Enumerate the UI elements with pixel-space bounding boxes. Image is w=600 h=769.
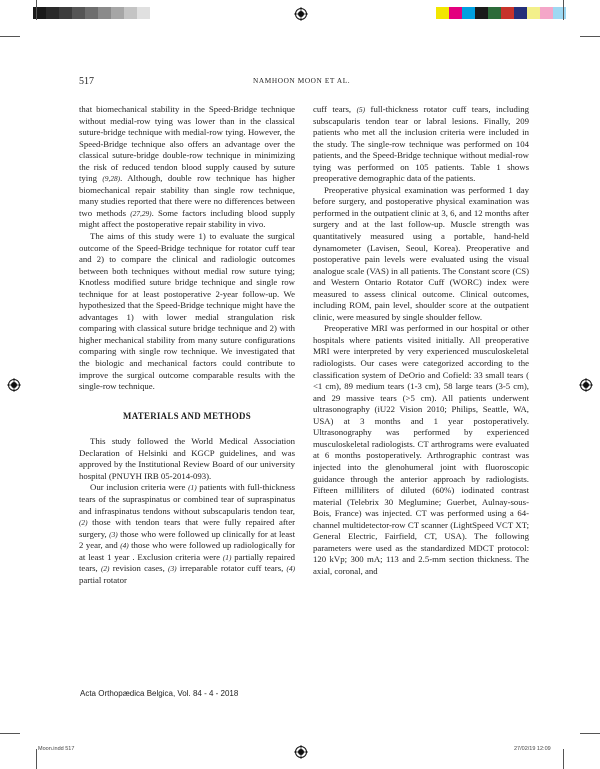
crop-mark bbox=[0, 36, 20, 37]
registration-mark-right bbox=[579, 378, 593, 392]
section-heading: MATERIALS AND METHODS bbox=[123, 410, 251, 421]
color-swatch bbox=[72, 7, 85, 19]
color-swatch bbox=[501, 7, 514, 19]
crop-mark bbox=[580, 36, 600, 37]
color-swatch bbox=[449, 7, 462, 19]
color-swatch bbox=[475, 7, 488, 19]
color-swatch bbox=[436, 7, 449, 19]
running-title: NAMHOON MOON ET AL. bbox=[253, 76, 351, 85]
color-swatch bbox=[462, 7, 475, 19]
grayscale-color-bar bbox=[33, 7, 163, 19]
slug-date: 27/02/19 12:09 bbox=[514, 746, 551, 752]
text-column-left bbox=[79, 104, 295, 586]
process-color-bar bbox=[436, 7, 566, 19]
color-swatch bbox=[124, 7, 137, 19]
citation: (9,28) bbox=[102, 174, 121, 184]
registration-mark-left bbox=[7, 378, 21, 392]
paragraph: cuff tears, (5) full-thickness rotator cuff tears, including subscapularis tendon tear or labral lesions. Finally, 209 patients who met all the inclusion criteria were included in the study. The single-row technique was performed on 104 patients, and the Speed-Bridge technique without medial-row tying was performed on 105 patients. Table 1 shows preoperative demographic data of the patients. bbox=[313, 104, 530, 184]
color-swatch bbox=[59, 7, 72, 19]
paragraph: The aims of this study were 1) to evaluate the surgical outcome of the Speed-Bridge technique for rotator cuff tear and 2) to compare the clinical and radiologic outcomes between both techniques without medial row suture tying; Knotless modified suture bridge technique and single row technique for at least postoperative 2-year follow-up. We hypothesized that the Speed-Bridge technique might have the advantages 1) with lower medial strangulation risk comparing with classical suture bridge technique and 2) with higher mechanical stability from many suture configurations comparing with single row technique. We investigated that the biologic and mechanical factors could contribute to improve the surgical outcome comparable results with the single-row technique. bbox=[79, 231, 295, 392]
color-swatch bbox=[111, 7, 124, 19]
registration-mark-bottom bbox=[294, 745, 308, 759]
crop-mark bbox=[36, 0, 37, 20]
color-swatch bbox=[33, 7, 46, 19]
crop-mark bbox=[563, 749, 564, 769]
color-swatch bbox=[137, 7, 150, 19]
crop-mark bbox=[36, 749, 37, 769]
crop-mark bbox=[563, 0, 564, 20]
paragraph: This study followed the World Medical Association Declaration of Helsinki and KGCP guidelines, and was approved by the Institutional Review Board of our university hospital (PNUYH IRB 05-2014-093). bbox=[79, 436, 295, 481]
crop-mark bbox=[580, 733, 600, 734]
color-swatch bbox=[85, 7, 98, 19]
page-number: 517 bbox=[79, 76, 94, 87]
slug-file: Moon.indd 517 bbox=[38, 746, 75, 752]
color-swatch bbox=[46, 7, 59, 19]
journal-footer: Acta Orthopædica Belgica, Vol. 84 - 4 - 2018 bbox=[80, 689, 239, 698]
paragraph: Preoperative physical examination was performed 1 day before surgery, and postoperative physical examination was performed in the outpatient clinic at 3, 6, and 12 months after surgery and at the last follow-up. Muscle strength was quantitatively measured using a portable, hand-held dynamometer (Lavisen, Seoul, Korea). Preoperative and postoperative pain levels were evaluated using the visual analogue scale (VAS) in all patients. The Constant score (CS) and Western Ontario Rotator Cuff (WORC) index were measured to assess clinical outcome. Clinical outcomes, including ROM, pain level, shoulder score at the outpatient clinic, were measured by single shoulder fellow. bbox=[313, 184, 529, 322]
paragraph: that biomechanical stability in the Speed-Bridge technique without medial-row tying was lower than in the classical suture-bridge technique with medial-row tying. However, the Speed-Bridge technique also offers an advantage over the classical suture-bridge double-row technique in minimizing the risk of reduced tendon blood supply caused by suture tying (9,28). Although, double row technique has higher biomechanical repair stability than single row technique, many studies reported that there were no differences between two methods (27,29). Some factors including blood supply might affect the postoperative repair stability in vivo. bbox=[79, 104, 296, 230]
color-swatch bbox=[527, 7, 540, 19]
color-swatch bbox=[150, 7, 163, 19]
color-swatch bbox=[540, 7, 553, 19]
citation: (27,29) bbox=[130, 208, 152, 218]
registration-mark-top bbox=[294, 7, 308, 21]
color-swatch bbox=[553, 7, 566, 19]
color-swatch bbox=[488, 7, 501, 19]
paragraph: Our inclusion criteria were (1) patients with full-thickness tears of the supraspinatus or combined tear of supraspinatus and infraspinatus tendons without subscapularis tendon tear, (2) those with tendon tears that were fully repaired after surgery, (3) those who were followed up clinically for at least 2 year, and (4) those who were followed up radiologically for at least 1 year . Exclusion criteria were (1) partially repaired tears, (2) revision cases, (3) irreparable rotator cuff tears, (4) partial rotator bbox=[79, 482, 296, 585]
color-swatch bbox=[514, 7, 527, 19]
color-swatch bbox=[98, 7, 111, 19]
crop-mark bbox=[0, 733, 20, 734]
paragraph: Preoperative MRI was performed in our hospital or other hospitals where patients visited initially. All preoperative MRI were interpreted by very experienced musculoskeletal radiologists. Our cases were categorized according to the classification system of DeOrio and Cofield: 33 small tears ( <1 cm), 89 medium tears (1-3 cm), 58 large tears (3-5 cm), and 29 massive tears (>5 cm). All patients underwent ultrasonography (iU22 Vision 2010; Philips, Seattle, WA, USA) at 3 months and 1 year postoperatively. Ultrasonography was performed by experienced musculoskeletal radiologists. CT arthrograms were evaluated at 6 months postoperatively. Arthrographic contrast was injected into the glenohumeral joint with fluoroscopic guidance through the anterior approach by radiologists. Fifteen milliliters of diluted (60%) iodinated contrast material (Telebrix 30 Meglumine; Guerbet, Aulnay-sous-Bois, France) was injected. CT was performed using a 64-channel multidetector-row CT scanner (LightSpeed VCT XT; General Electric, Fairfield, CT, USA). The following parameters were used as the standardized MDCT protocol: 120 kVp; 300 mA; 113 and 2.5-mm section thickness. The axial, coronal, and bbox=[313, 323, 529, 576]
text-column-right bbox=[313, 104, 529, 577]
